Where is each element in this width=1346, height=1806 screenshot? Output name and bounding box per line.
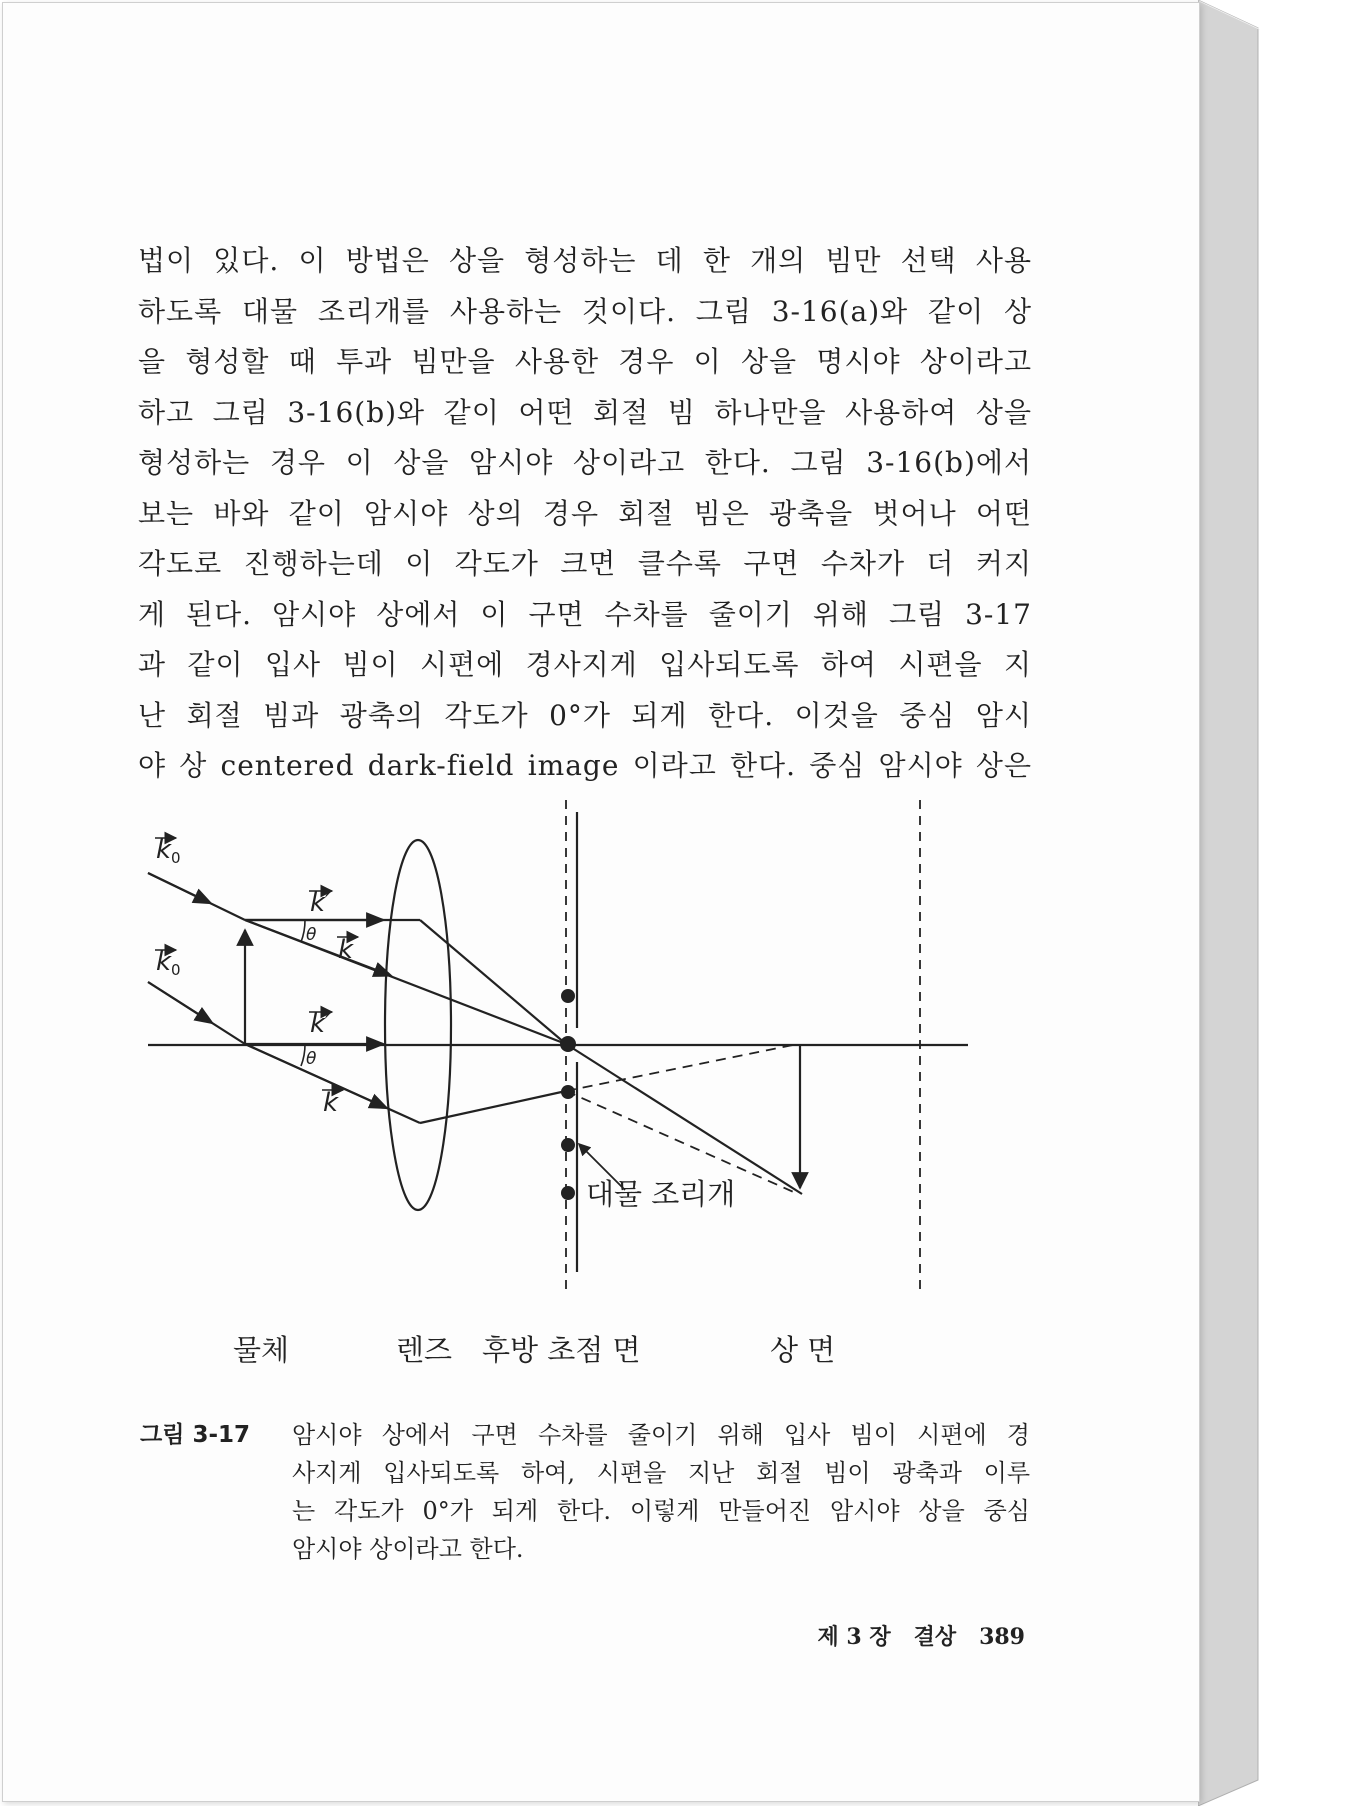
svg-text:k: k (156, 835, 172, 865)
vec-k-upper (337, 935, 358, 965)
body-line: 하고 그림 3-16(b)와 같이 어떤 회절 빔 하나만을 사용하여 상을 (138, 395, 1032, 429)
focal-spot (561, 1085, 575, 1099)
caption-line: 암시야 상이라고 한다. (292, 1535, 524, 1563)
caption-text (292, 1416, 1030, 1568)
lens-ellipse (385, 840, 451, 1210)
body-line: 을 형성할 때 투과 빔만을 사용한 경우 이 상을 명시야 상이라고 (138, 345, 1032, 378)
body-line: 보는 바와 같이 암시야 상의 경우 회절 빔은 광축을 벗어나 어떤 (138, 496, 1032, 530)
theta-label-upper: θ (306, 925, 317, 945)
focal-spot (561, 1186, 575, 1200)
vec-kprime-lower (309, 1009, 332, 1039)
page-number: 389 (979, 1624, 1025, 1650)
vec-kprime-upper (309, 888, 332, 918)
ray-diagram (130, 790, 990, 1380)
focal-plane-label: 후방 초점 면 (482, 1333, 641, 1367)
svg-text:0: 0 (171, 849, 181, 867)
body-line: 게 된다. 암시야 상에서 이 구면 수차를 줄이기 위해 그림 3-17 (138, 597, 1032, 631)
svg-text:k′: k′ (310, 888, 331, 918)
image-ray-dashed-upper (566, 1044, 798, 1091)
image-plane-label: 상 면 (770, 1333, 836, 1367)
svg-text:k′: k′ (310, 1009, 331, 1039)
vec-k-lower (322, 1088, 343, 1118)
body-paragraph (138, 236, 1032, 792)
caption-line: 암시야 상에서 구면 수차를 줄이기 위해 입사 빔이 시편에 경 (292, 1421, 1030, 1449)
body-line: 난 회절 빔과 광축의 각도가 0°가 되게 한다. 이것을 중심 암시 (138, 698, 1032, 732)
object-label: 물체 (233, 1333, 290, 1367)
book-spine (1198, 0, 1346, 1806)
body-line: 각도로 진행하는데 이 각도가 크면 클수록 구면 수차가 더 커지 (138, 547, 1032, 580)
chapter-label: 제 3 장 (817, 1624, 891, 1650)
page-footer (700, 1620, 1025, 1651)
body-line: 과 같이 입사 빔이 시편에 경사지게 입사되도록 하여 시편을 지 (138, 648, 1032, 681)
caption-line: 사지게 입사되도록 하여, 시편을 지난 회절 빔이 광축과 이루 (292, 1459, 1030, 1487)
body-line: 형성하는 경우 이 상을 암시야 상이라고 한다. 그림 3-16(b)에서 (138, 446, 1032, 479)
body-line: 법이 있다. 이 방법은 상을 형성하는 데 한 개의 빔만 선택 사용 (138, 244, 1032, 277)
ray-diagram-figure (130, 790, 990, 1380)
svg-text:0: 0 (171, 961, 181, 979)
svg-text:k: k (156, 947, 172, 977)
body-line: 야 상 centered dark-field image 이라고 한다. 중심 암시야 상은 (138, 749, 1032, 782)
body-line: 하도록 대물 조리개를 사용하는 것이다. 그림 3-16(a)와 같이 상 (138, 294, 1032, 328)
caption-label: 그림 3-17 (140, 1422, 250, 1448)
svg-text:k: k (323, 1088, 339, 1118)
theta-label-lower: θ (306, 1049, 317, 1069)
focal-spot (561, 1138, 575, 1152)
focal-spot-center (560, 1036, 576, 1052)
lens-label: 렌즈 (396, 1333, 453, 1367)
svg-text:k: k (338, 935, 354, 965)
vec-k0-lower (155, 947, 181, 979)
vec-k0-upper (155, 835, 181, 867)
aperture-label: 대물 조리개 (586, 1177, 736, 1211)
theta-arc-upper (301, 920, 305, 942)
section-title: 결상 (913, 1624, 957, 1650)
caption-line: 는 각도가 0°가 되게 한다. 이렇게 만들어진 암시야 상을 중심 (292, 1497, 1030, 1525)
theta-arc-lower (301, 1044, 305, 1066)
focal-spot (561, 989, 575, 1003)
